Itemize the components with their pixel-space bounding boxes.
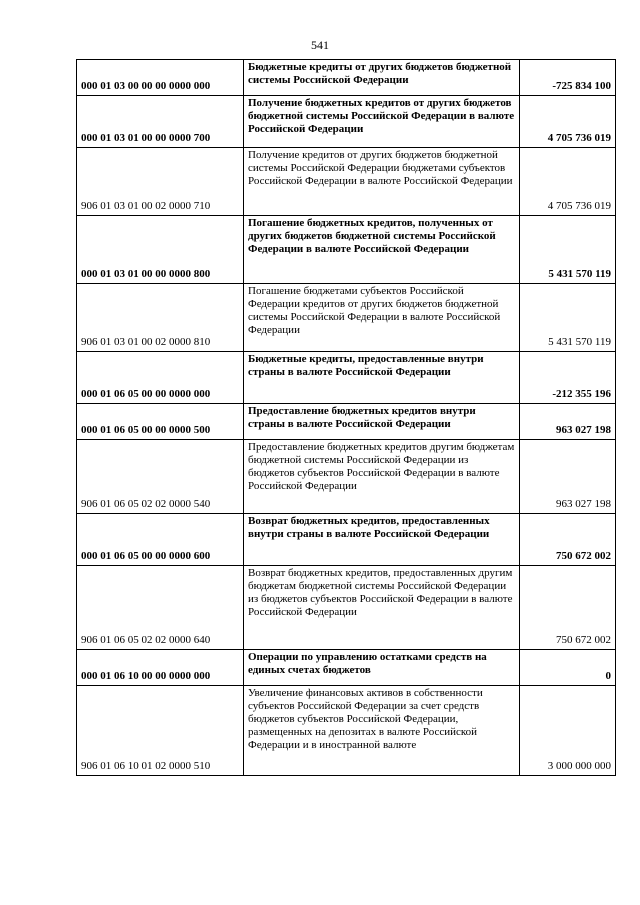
budget-code: 906 01 03 01 00 02 0000 710 (77, 148, 244, 216)
item-description: Бюджетные кредиты от других бюджетов бюджетной системы Российской Федерации (244, 60, 520, 96)
amount: 3 000 000 000 (520, 686, 616, 776)
table-row (77, 96, 616, 148)
amount: -212 355 196 (520, 352, 616, 404)
budget-code: 000 01 03 00 00 00 0000 000 (77, 60, 244, 96)
table-row (77, 216, 616, 284)
amount: 5 431 570 119 (520, 284, 616, 352)
budget-code: 906 01 06 05 02 02 0000 540 (77, 440, 244, 514)
amount: 0 (520, 650, 616, 686)
table-row (77, 352, 616, 404)
amount: 750 672 002 (520, 514, 616, 566)
table-row (77, 514, 616, 566)
item-description: Увеличение финансовых активов в собственности субъектов Российской Федерации за счет средств бюджетов субъектов Российской Федерации, размещенных на депозитах в валюте Российской Федерации и в иностранной валюте (244, 686, 520, 776)
amount: 750 672 002 (520, 566, 616, 650)
budget-code: 906 01 06 10 01 02 0000 510 (77, 686, 244, 776)
budget-code: 000 01 03 01 00 00 0000 800 (77, 216, 244, 284)
budget-code: 000 01 03 01 00 00 0000 700 (77, 96, 244, 148)
table-row (77, 148, 616, 216)
amount: 963 027 198 (520, 404, 616, 440)
amount: 963 027 198 (520, 440, 616, 514)
item-description: Предоставление бюджетных кредитов внутри страны в валюте Российской Федерации (244, 404, 520, 440)
budget-code: 000 01 06 05 00 00 0000 000 (77, 352, 244, 404)
amount: 4 705 736 019 (520, 148, 616, 216)
item-description: Погашение бюджетами субъектов Российской Федерации кредитов от других бюджетов бюджетной системы Российской Федерации в валюте Российской Федерации (244, 284, 520, 352)
budget-code: 906 01 03 01 00 02 0000 810 (77, 284, 244, 352)
item-description: Возврат бюджетных кредитов, предоставленных внутри страны в валюте Российской Федерации (244, 514, 520, 566)
table-row (77, 284, 616, 352)
table-row (77, 686, 616, 776)
table-row (77, 404, 616, 440)
budget-code: 000 01 06 05 00 00 0000 600 (77, 514, 244, 566)
item-description: Предоставление бюджетных кредитов другим бюджетам бюджетной системы Российской Федерации из бюджетов субъектов Российской Федерации в валюте Российской Федерации (244, 440, 520, 514)
item-description: Бюджетные кредиты, предоставленные внутри страны в валюте Российской Федерации (244, 352, 520, 404)
budget-code: 000 01 06 05 00 00 0000 500 (77, 404, 244, 440)
amount: 4 705 736 019 (520, 96, 616, 148)
item-description: Операции по управлению остатками средств на единых счетах бюджетов (244, 650, 520, 686)
amount: 5 431 570 119 (520, 216, 616, 284)
table-row (77, 440, 616, 514)
table-row (77, 60, 616, 96)
table-row (77, 650, 616, 686)
budget-sources-table (76, 59, 616, 776)
amount: -725 834 100 (520, 60, 616, 96)
item-description: Возврат бюджетных кредитов, предоставленных другим бюджетам бюджетной системы Российской Федерации из бюджетов субъектов Российской Федерации в валюте Российской Федерации (244, 566, 520, 650)
table-row (77, 566, 616, 650)
item-description: Получение бюджетных кредитов от других бюджетов бюджетной системы Российской Федерации в валюте Российской Федерации (244, 96, 520, 148)
item-description: Получение кредитов от других бюджетов бюджетной системы Российской Федерации бюджетами субъектов Российской Федерации в валюте Российской Федерации (244, 148, 520, 216)
table-body (77, 60, 616, 776)
page-number: 541 (311, 38, 329, 52)
item-description: Погашение бюджетных кредитов, полученных от других бюджетов бюджетной системы Российской Федерации в валюте Российской Федерации (244, 216, 520, 284)
budget-code: 000 01 06 10 00 00 0000 000 (77, 650, 244, 686)
budget-code: 906 01 06 05 02 02 0000 640 (77, 566, 244, 650)
